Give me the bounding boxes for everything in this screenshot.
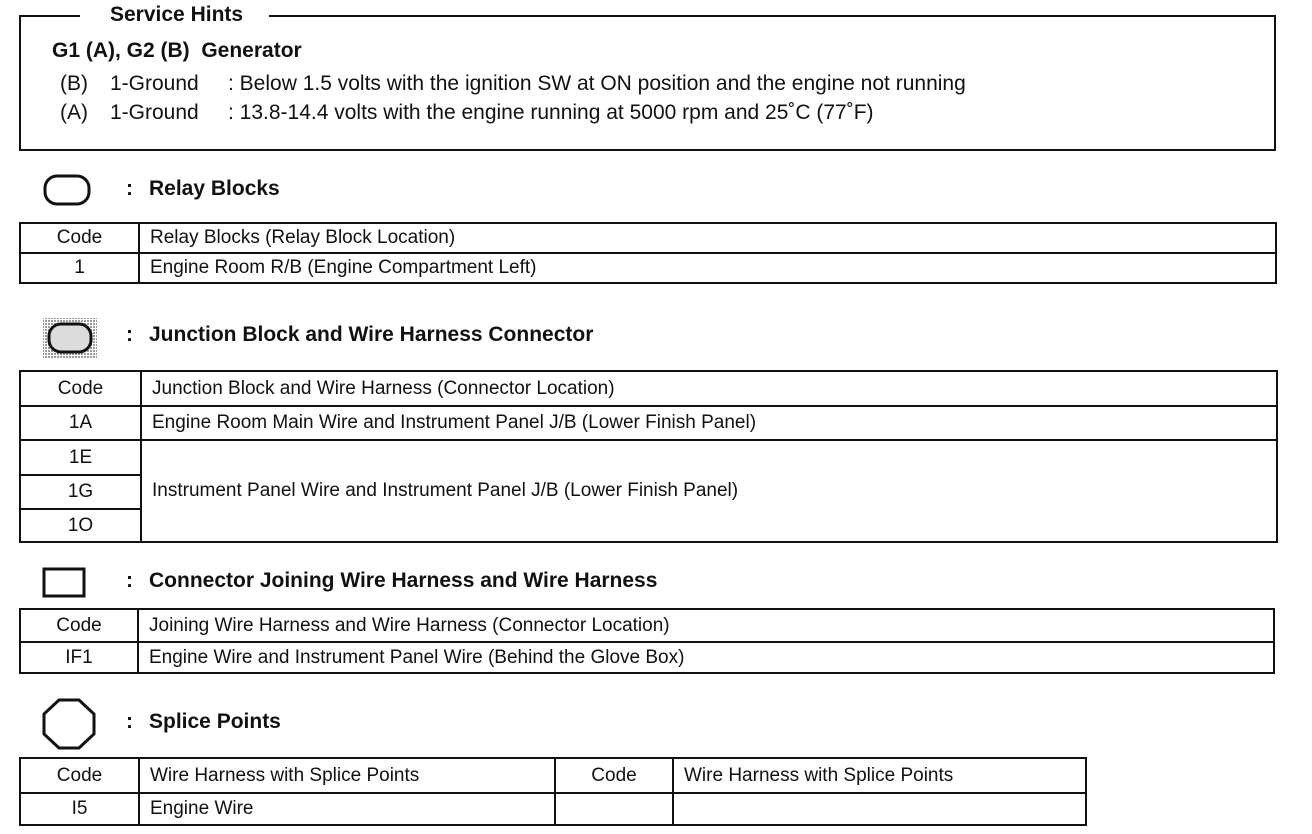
hint-line-b: [60, 71, 1260, 97]
section-colon: :: [126, 569, 133, 592]
table-row: [20, 406, 1277, 440]
code-cell: 1: [20, 253, 139, 283]
code-header: Code: [20, 371, 141, 406]
relay-blocks-title: Relay Blocks: [149, 177, 280, 200]
hint-spec: : 13.8-14.4 volts with the engine running at 5000 rpm and 25˚C (77˚F): [228, 101, 874, 124]
hint-terminal: 1-Ground: [110, 72, 199, 95]
description-header: Junction Block and Wire Harness (Connector Location): [141, 371, 1277, 406]
code-cell: IF1: [20, 642, 138, 673]
splice-points-table: [19, 757, 1087, 826]
code-cell: I5: [20, 793, 139, 825]
table-header-row: [20, 758, 1086, 793]
section-colon: :: [126, 710, 133, 733]
hint-pin: (B): [60, 72, 88, 95]
description-cell: Engine Wire and Instrument Panel Wire (Behind the Glove Box): [138, 642, 1274, 673]
generator-heading: G1 (A), G2 (B) Generator: [52, 39, 302, 62]
table-row: [20, 642, 1274, 673]
relay-blocks-table: [19, 222, 1277, 284]
code-header: Code: [555, 758, 673, 793]
description-header: Wire Harness with Splice Points: [139, 758, 555, 793]
description-header: Joining Wire Harness and Wire Harness (Connector Location): [138, 609, 1274, 642]
code-cell: 1G: [20, 475, 141, 509]
hint-terminal: 1-Ground: [110, 101, 199, 124]
hint-pin: (A): [60, 101, 88, 124]
description-cell: [673, 793, 1086, 825]
junction-blocks-table: [19, 370, 1278, 543]
section-colon: :: [126, 177, 133, 200]
code-header: Code: [20, 609, 138, 642]
code-cell: [555, 793, 673, 825]
code-cell: 1E: [20, 440, 141, 475]
code-header: Code: [20, 223, 139, 253]
section-colon: :: [126, 323, 133, 346]
connectors-title: Connector Joining Wire Harness and Wire Harness: [149, 569, 658, 592]
description-cell: Engine Room R/B (Engine Compartment Left): [139, 253, 1276, 283]
code-cell: 1O: [20, 509, 141, 542]
service-hints-title: Service Hints: [80, 2, 269, 28]
square-connector-icon: [42, 567, 88, 599]
table-header-row: [20, 223, 1276, 253]
table-header-row: [20, 609, 1274, 642]
hint-line-a: [60, 100, 1260, 126]
table-row: [20, 440, 1277, 475]
rounded-rectangle-icon: [42, 173, 92, 207]
description-cell: Engine Room Main Wire and Instrument Panel J/B (Lower Finish Panel): [141, 406, 1277, 440]
description-header: Wire Harness with Splice Points: [673, 758, 1086, 793]
description-cell: Engine Wire: [139, 793, 555, 825]
table-row: [20, 253, 1276, 283]
shaded-rounded-rectangle-icon: [42, 317, 98, 359]
description-cell: Instrument Panel Wire and Instrument Panel J/B (Lower Finish Panel): [141, 440, 1277, 542]
code-cell: 1A: [20, 406, 141, 440]
octagon-icon: [40, 697, 98, 751]
code-header: Code: [20, 758, 139, 793]
connectors-table: [19, 608, 1275, 674]
table-row: [20, 793, 1086, 825]
table-header-row: [20, 371, 1277, 406]
splice-points-title: Splice Points: [149, 710, 281, 733]
description-header: Relay Blocks (Relay Block Location): [139, 223, 1276, 253]
hint-spec: : Below 1.5 volts with the ignition SW at ON position and the engine not running: [228, 72, 966, 95]
junction-blocks-title: Junction Block and Wire Harness Connector: [149, 323, 594, 346]
